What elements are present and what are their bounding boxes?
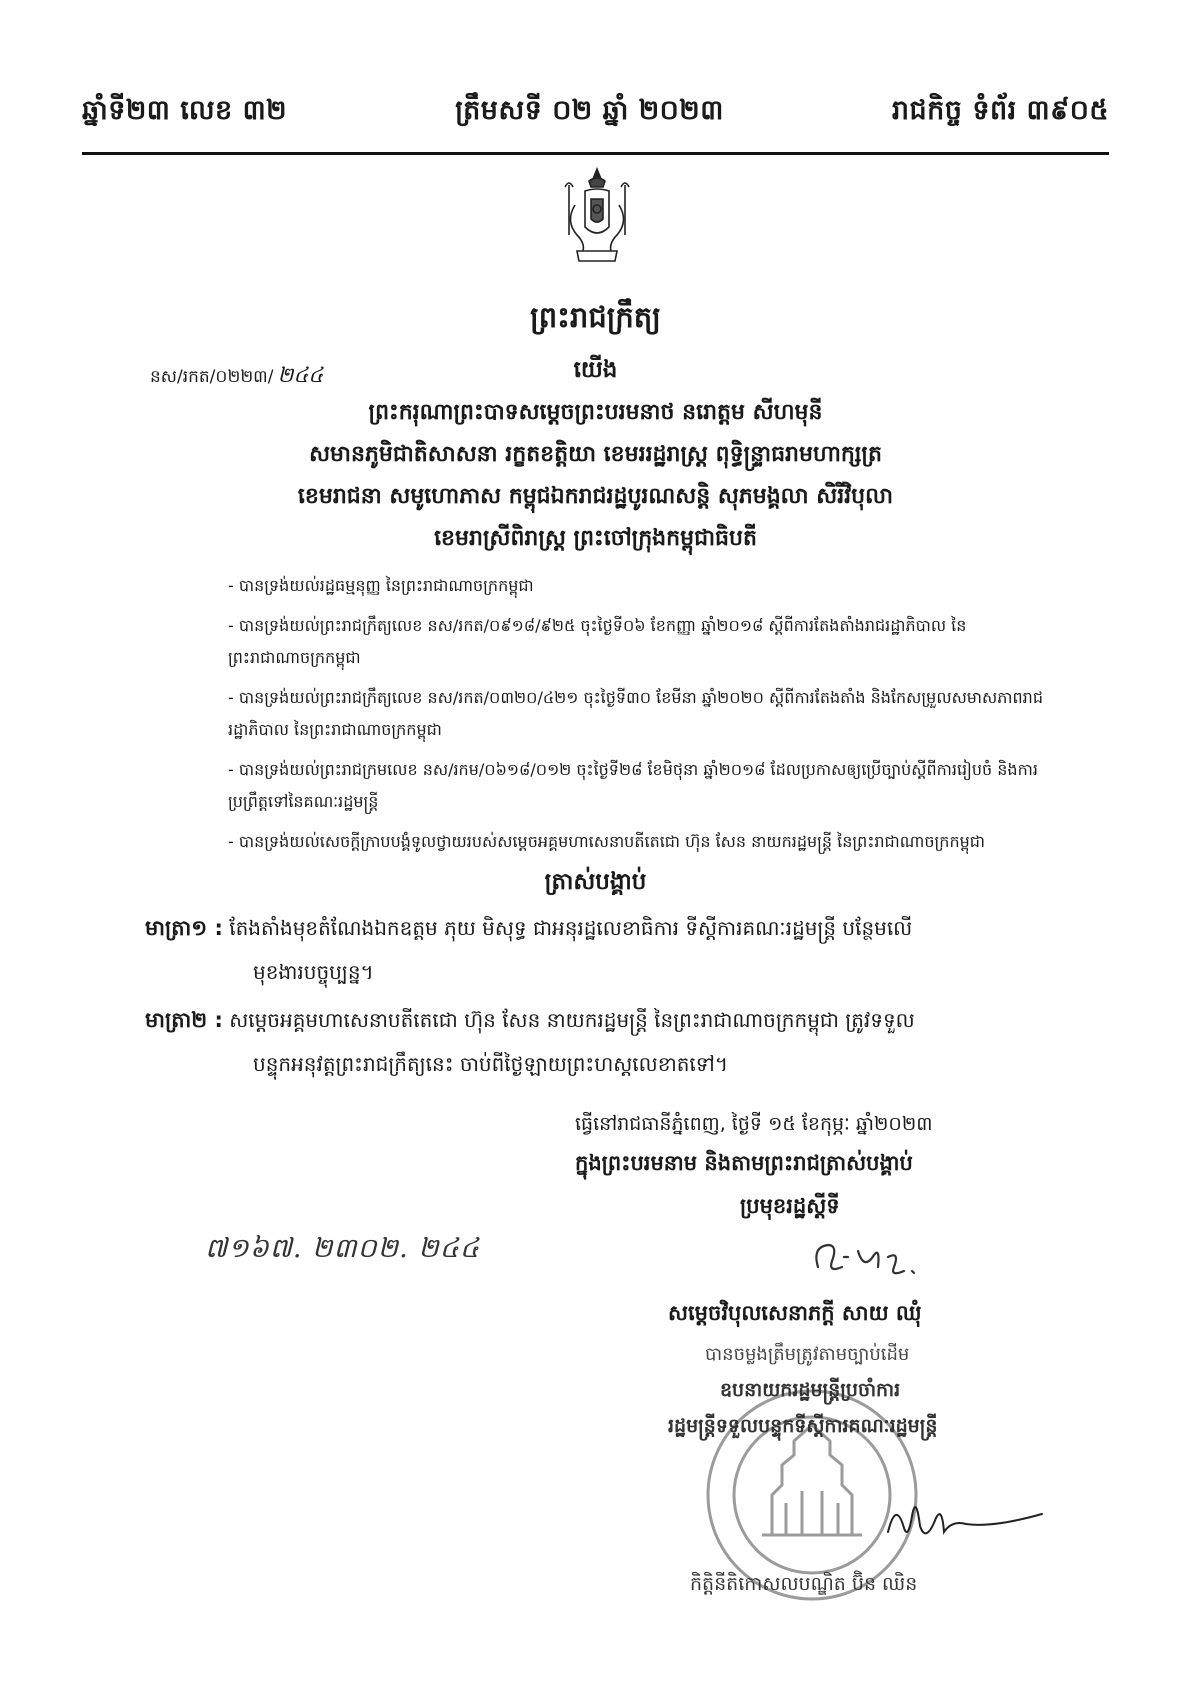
article-text: តែងតាំងមុខតំណែងឯកឧត្តម ភុយ មិសុទ្ធ ជាអនុរដ្ឋលេខាធិការ ទីស្តីការគណៈរដ្ឋមន្ត្រី បន្ថែមលើ xyxy=(229,916,913,940)
article-text: សម្តេចអគ្គមហាសេនាបតីតេជោ ហ៊ុន សែន នាយករដ្ឋមន្ត្រី នៃព្រះរាជាណាចក្រកម្ពុជា ត្រូវទទួល xyxy=(229,1008,915,1032)
gazette-page: រាជកិច្ច ទំព័រ ៣៩០៥ xyxy=(891,94,1109,126)
document-title: ព្រះរាជក្រឹត្យ xyxy=(530,300,661,334)
gazette-date: ត្រឹមសទី ០២ ឆ្នាំ ២០២៣ xyxy=(455,94,724,126)
gazette-header xyxy=(82,88,1109,138)
consideration-item: - បានទ្រង់យល់សេចក្តីក្រាបបង្គំទូលថ្វាយរបស់សម្តេចអគ្គមហាសេនាបតីតេជោ ហ៊ុន សែន នាយករដ្ឋមន្ត្រី នៃព្រះរាជាណាចក្រកម្ពុជា xyxy=(228,826,1058,858)
in-name-of: ក្នុងព្រះបរមនាម និងតាមព្រះរាជត្រាស់បង្គាប់ xyxy=(575,1151,913,1175)
royal-title-block xyxy=(100,392,1091,560)
royal-title-line: សមានភូមិជាតិសាសនា រក្ខតខត្តិយា ខេមររដ្ឋរាស្ត្រ ពុទ្ធិន្ទ្រាធរាមហាក្សត្រ xyxy=(309,442,882,467)
article-label: មាត្រា២ : xyxy=(145,1008,223,1032)
header-rule xyxy=(82,152,1109,155)
reference-printed: នស/រកត/០២២៣/ xyxy=(150,367,274,387)
gazette-year-issue: ឆ្នាំទី២៣ លេខ ៣២ xyxy=(82,94,288,126)
deputy-name: កិត្តិនីតិកោសលបណ្ឌិត ប៊ិន ឈិន xyxy=(690,1573,918,1595)
consideration-item: - បានទ្រង់យល់ព្រះរាជក្រមលេខ នស/រកម/០៦១៨/០១២ ចុះថ្ងៃទី២៨ ខែមិថុនា ឆ្នាំ២០១៨ ដែលប្រកាសឲ្យប្រើច្បាប់ស្តីពីការរៀបចំ និងការប្រព្រឹត្តទៅនៃគណៈរដ្ឋមន្ត្រី xyxy=(228,754,1058,818)
acting-head-of-state: ប្រមុខរដ្ឋស្តីទី xyxy=(740,1194,840,1218)
royal-crest-icon xyxy=(555,165,639,269)
decree-heading: ត្រាស់បង្គាប់ xyxy=(544,869,647,895)
we-heading: យើង xyxy=(573,357,618,383)
reference-handwritten: ២៤៤ xyxy=(277,363,324,387)
articles xyxy=(145,906,1045,1090)
handwritten-initials-icon xyxy=(808,1227,928,1292)
article-continuation: មុខងារបច្ចុប្បន្ន។ xyxy=(253,960,374,984)
article-continuation: បន្ទុកអនុវត្តព្រះរាជក្រឹត្យនេះ ចាប់ពីថ្ងៃឡាយព្រះហស្តលេខាតទៅ។ xyxy=(253,1052,729,1076)
signer-name: សម្តេចវិបុលសេនាភក្តី សាយ ឈុំ xyxy=(668,1301,922,1325)
handwritten-registration-number: ៧១៦៧. ២៣០២. ២៤៤ xyxy=(205,1233,480,1264)
consideration-item: - បានទ្រង់យល់ព្រះរាជក្រឹត្យលេខ នស/រកត/០៣២០/៤២១ ចុះថ្ងៃទី៣០ ខែមីនា ឆ្នាំ២០២០ ស្តីពីការតែងតាំង និងកែសម្រួលសមាសភាពរាជរដ្ឋាភិបាល នៃព្រះរាជាណាចក្រកម្ពុជា xyxy=(228,682,1058,746)
certified-copy-note: បានចម្លងត្រឹមត្រូវតាមច្បាប់ដើម xyxy=(705,1344,910,1365)
article-label: មាត្រា១ : xyxy=(145,916,223,940)
deputy-title-1: ឧបនាយករដ្ឋមន្ត្រីប្រចាំការ xyxy=(720,1379,901,1401)
considerations-list xyxy=(228,570,1058,866)
royal-title-line: ខេមរាស្រីពិរាស្ត្រ ព្រះចៅក្រុងកម្ពុជាធិបតី xyxy=(434,526,757,551)
consideration-item: - បានទ្រង់យល់រដ្ឋធម្មនុញ្ញ នៃព្រះរាជាណាចក្រកម្ពុជា xyxy=(228,570,1058,602)
article-2 xyxy=(145,998,1045,1086)
handwritten-signature-icon xyxy=(882,1480,1047,1555)
article-1 xyxy=(145,906,1045,994)
place-date: ធ្វើនៅរាជធានីភ្នំពេញ, ថ្ងៃទី ១៥ ខែកុម្ភៈ ឆ្នាំ២០២៣ xyxy=(575,1113,933,1135)
deputy-title-2: រដ្ឋមន្ត្រីទទួលបន្ទុកទីស្តីការគណៈរដ្ឋមន្ត្រី xyxy=(668,1415,938,1437)
royal-title-line: ព្រះករុណាព្រះបាទសម្តេចព្រះបរមនាថ នរោត្តម សីហមុនី xyxy=(368,400,823,425)
consideration-item: - បានទ្រង់យល់ព្រះរាជក្រឹត្យលេខ នស/រកត/០៩១៨/៩២៥ ចុះថ្ងៃទី០៦ ខែកញ្ញា ឆ្នាំ២០១៨ ស្តីពីការតែងតាំងរាជរដ្ឋាភិបាល នៃព្រះរាជាណាចក្រកម្ពុជា xyxy=(228,610,1058,674)
royal-title-line: ខេមរាជនា សមូហោភាស កម្ពុជឯករាជរដ្ឋបូរណសន្តិ សុភមង្គលា សិរីវិបុលា xyxy=(297,484,894,509)
